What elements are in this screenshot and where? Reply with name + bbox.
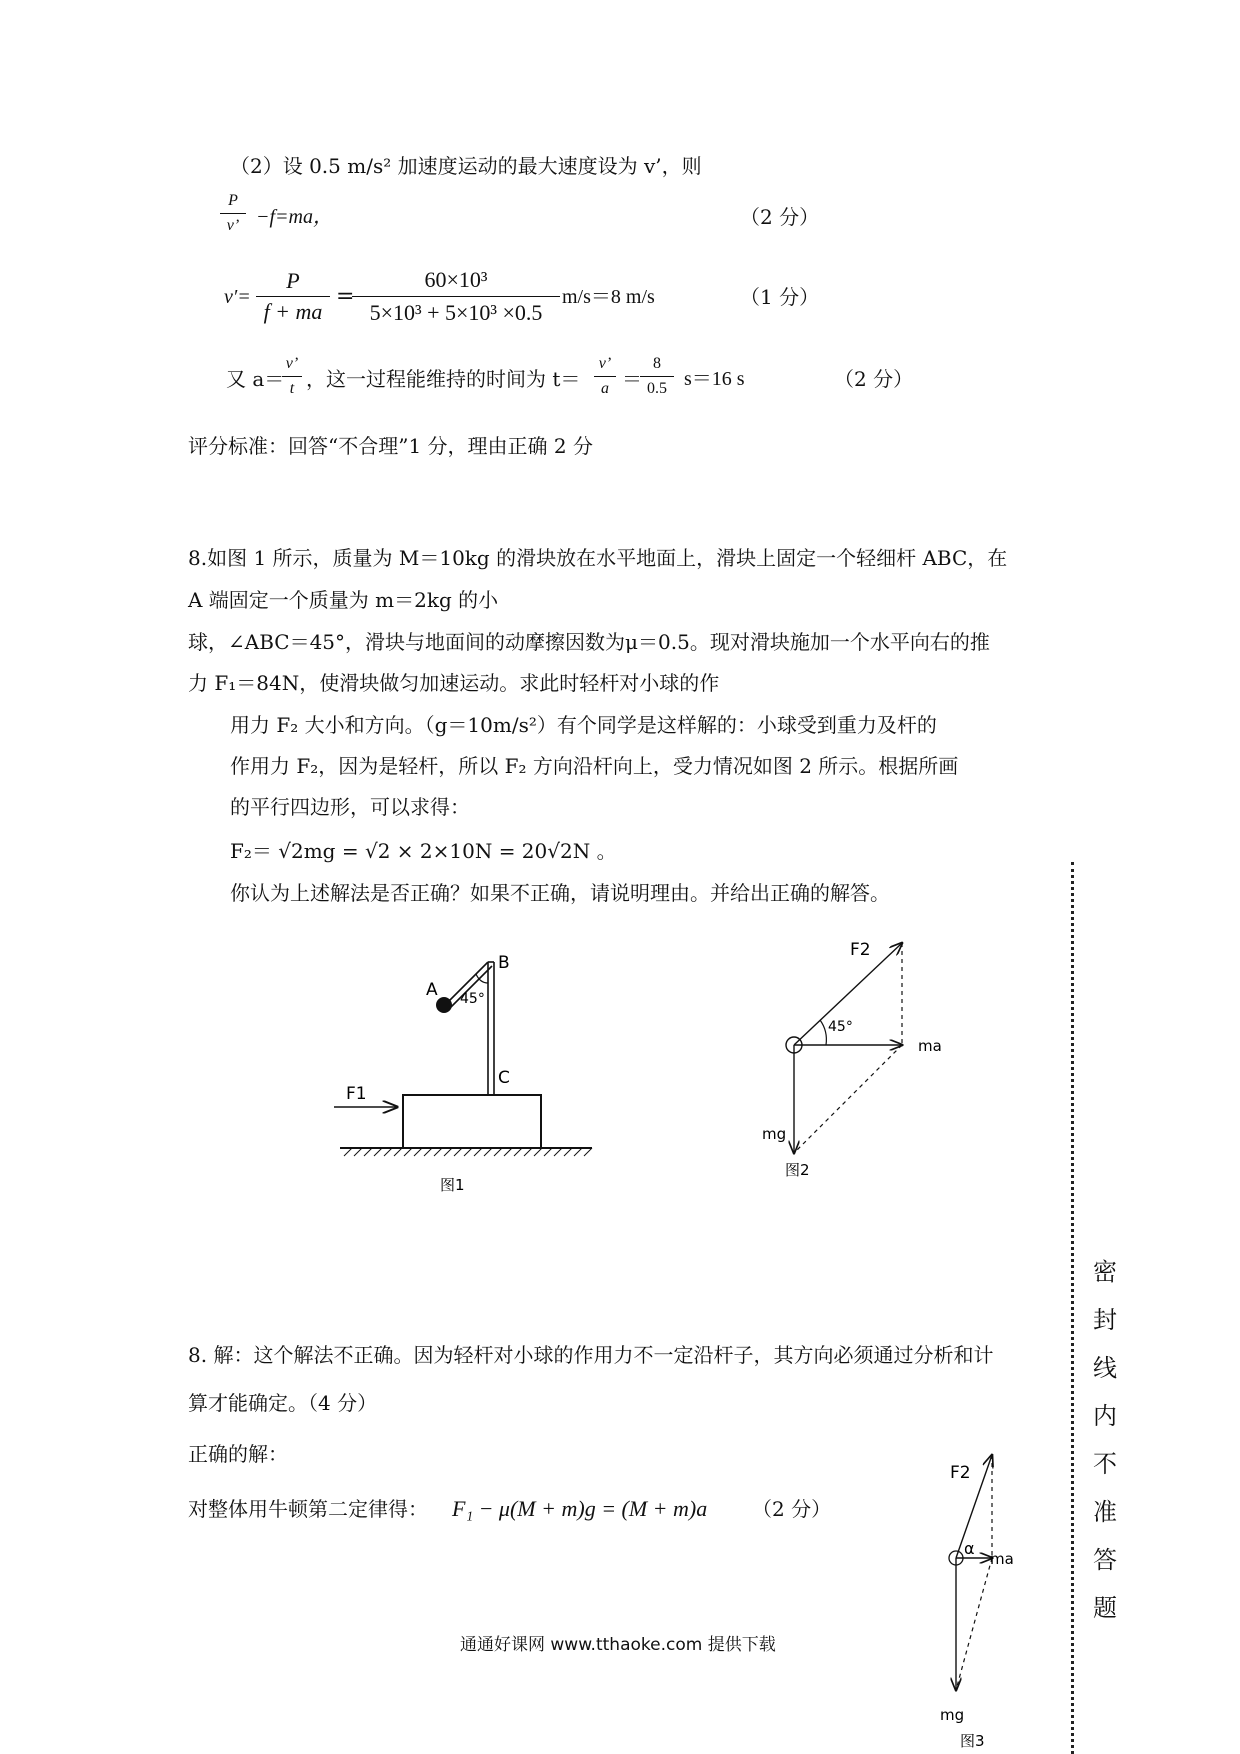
page-footer: 通通好课网 www.tthaoke.com 提供下载: [460, 1635, 776, 1655]
label-alpha: α: [964, 1539, 975, 1558]
seal-text: [1090, 1248, 1120, 1632]
label-b: B: [498, 953, 510, 973]
seal-char: 准: [1093, 1498, 1117, 1526]
eq3-f1-num: v’: [282, 352, 302, 377]
eq3-fraction-1: [282, 352, 302, 401]
caption-fig2: 图2: [785, 1161, 810, 1179]
ground-hatching: [344, 1148, 592, 1156]
seal-char: 内: [1093, 1402, 1117, 1430]
eq3-f3-den: 0.5: [647, 380, 667, 397]
figure-1: [330, 945, 600, 1215]
q8-line7: 的平行四边形，可以求得：: [230, 795, 470, 819]
slider-block: [403, 1095, 541, 1148]
eq2-f1-num: P: [256, 266, 330, 297]
sol-line2: 算才能确定。（4 分）: [188, 1391, 378, 1415]
q8-line1: 8.如图 1 所示，质量为 M＝10kg 的滑块放在水平地面上，滑块上固定一个轻细杆 ABC，在: [188, 546, 1008, 570]
caption-fig3: 图3: [960, 1732, 985, 1750]
q8-line2: A 端固定一个质量为 m＝2kg 的小: [188, 588, 499, 612]
caption-fig1: 图1: [440, 1176, 465, 1194]
label-ma: ma: [918, 1037, 942, 1055]
eq3-f2-den: a: [601, 380, 609, 397]
label-f1: F1: [346, 1084, 367, 1104]
eq1-den: v’: [226, 217, 240, 234]
eq3-a: 又 a＝: [226, 367, 285, 391]
eq3-rest: s＝16 s: [684, 368, 745, 390]
eq2-score: （1 分）: [740, 285, 820, 309]
seal-char: 不: [1093, 1450, 1117, 1478]
seal-char: 封: [1093, 1306, 1117, 1334]
sol-line4-eq: F₁ − μ(M + m)g = (M + m)a: [452, 1496, 708, 1521]
dashed-diagonal: [794, 1045, 902, 1153]
q8-line3: 球，∠ABC＝45°，滑块与地面间的动摩擦因数为μ＝0.5。现对滑块施加一个水平向右的推: [188, 630, 990, 654]
angle-arc: [820, 1020, 826, 1045]
eq3-f3-num: 8: [640, 352, 674, 377]
eq2-fraction-2: [352, 264, 560, 329]
part2-intro: （2）设 0.5 m/s² 加速度运动的最大速度设为 v’，则: [230, 154, 702, 178]
eq2-lhs: v′=: [224, 286, 251, 308]
seal-char: 密: [1093, 1258, 1117, 1286]
sol-line4-score: （2 分）: [752, 1497, 832, 1521]
label-mg: mg: [940, 1706, 965, 1724]
eq3-score: （2 分）: [834, 367, 914, 391]
q8-line4: 力 F₁＝84N，使滑块做匀加速运动。求此时轻杆对小球的作: [188, 671, 720, 695]
ball-a: [436, 997, 452, 1013]
sol-line4-text: 对整体用牛顿第二定律得：: [188, 1497, 428, 1521]
q8-line9: 你认为上述解法是否正确？如果不正确，请说明理由。并给出正确的解答。: [230, 881, 890, 905]
seal-dotted-line: [1071, 862, 1074, 1754]
seal-char: 答: [1093, 1546, 1117, 1574]
label-45deg: 45°: [460, 991, 485, 1007]
q8-line8: F₂＝ √2mg = √2 × 2×10N = 20√2N 。: [230, 839, 617, 863]
figure-2: [750, 935, 980, 1195]
label-ma: ma: [990, 1550, 1014, 1568]
grading-standard: 评分标准：回答“不合理”1 分，理由正确 2 分: [188, 434, 593, 458]
eq1-score: （2 分）: [740, 205, 820, 229]
label-a: A: [426, 980, 438, 1000]
label-f2: F2: [850, 940, 871, 960]
eq3-fraction-2: [594, 352, 616, 401]
eq2-f2-num: 60×10³: [352, 264, 560, 297]
eq2-rest: m/s＝8 m/s: [562, 286, 655, 308]
seal-char: 题: [1093, 1594, 1117, 1622]
seal-char: 线: [1093, 1354, 1117, 1382]
label-f2: F2: [950, 1463, 971, 1483]
eq3-equals: ＝: [622, 367, 642, 391]
label-mg: mg: [762, 1125, 787, 1143]
eq3-f2-num: v’: [594, 352, 616, 377]
dashed-diagonal: [956, 1558, 992, 1690]
eq1-fraction: [220, 189, 246, 238]
sol-line3: 正确的解：: [188, 1442, 288, 1466]
q8-line6: 作用力 F₂，因为是轻杆，所以 F₂ 方向沿杆向上，受力情况如图 2 所示。根据所画: [230, 754, 959, 778]
label-c: C: [498, 1068, 510, 1088]
eq2-equals: =: [336, 284, 355, 309]
eq1-rest: −f=ma，: [256, 206, 333, 228]
eq2-f1-den: f + ma: [263, 299, 323, 324]
eq3-mid: ，这一过程能维持的时间为 t＝: [306, 367, 581, 391]
eq3-fraction-3: [640, 352, 674, 401]
eq2-f2-den: 5×10³ + 5×10³ ×0.5: [369, 300, 543, 325]
eq1-num: P: [220, 189, 246, 214]
sol-line1: 8. 解：这个解法不正确。因为轻杆对小球的作用力不一定沿杆子，其方向必须通过分析和计: [188, 1343, 994, 1367]
label-45deg: 45°: [828, 1019, 853, 1035]
eq2-fraction-1: [256, 266, 330, 327]
eq3-f1-den: t: [289, 380, 295, 397]
q8-line5: 用力 F₂ 大小和方向。（g＝10m/s²）有个同学是这样解的：小球受到重力及杆的: [230, 713, 937, 737]
figure-3: [930, 1440, 1040, 1750]
